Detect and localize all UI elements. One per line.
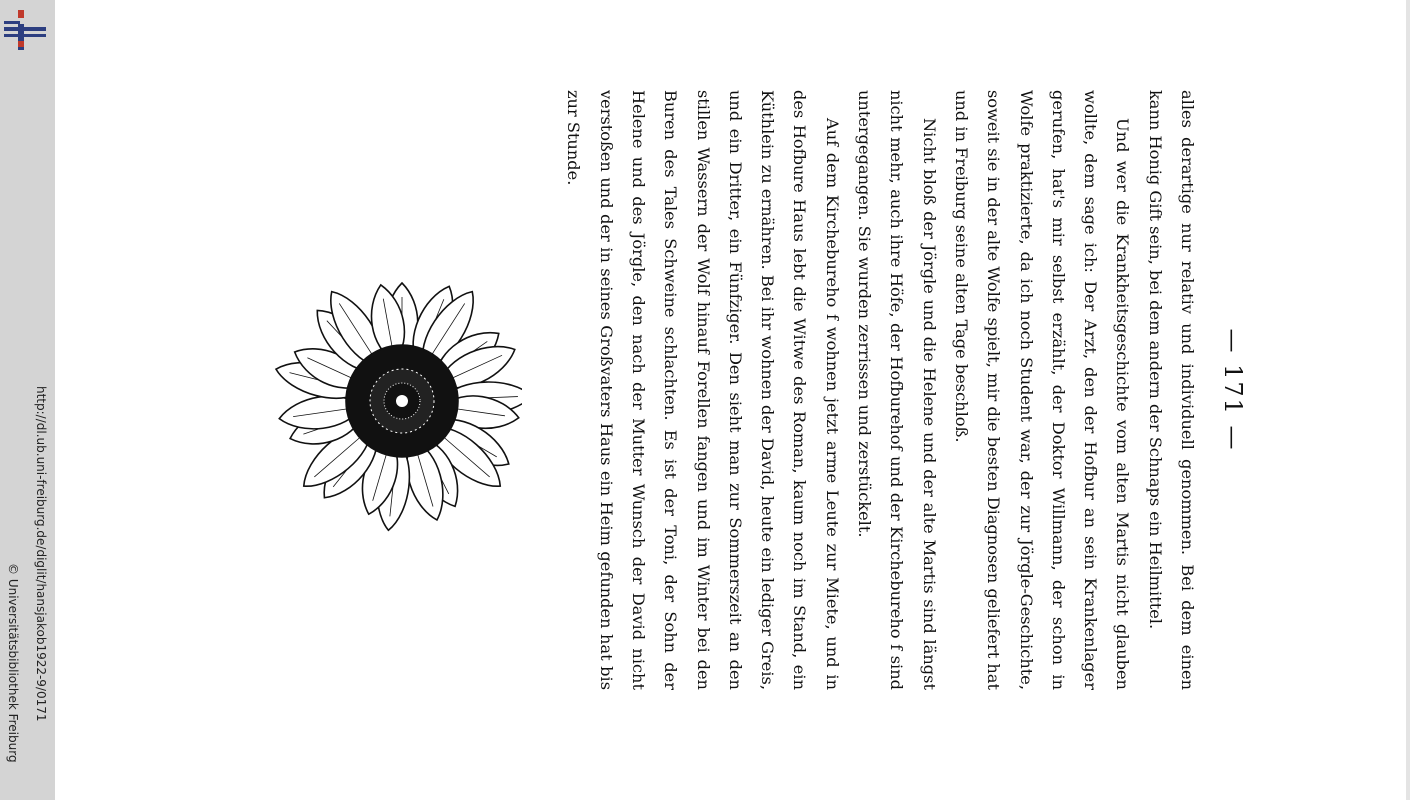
scrollbar-edge[interactable] [1406,0,1410,800]
scanned-page [560,80,1247,800]
paragraph: Nicht bloß der Jörgle und die Helene und der alte Martis sind längst nicht mehr, auch ihre Höfe, der Hofburehof und der Kirchebureho f sind untergegangen. Sie wurden zerrissen und zerstückelt. [855,90,939,690]
sidebar [0,0,55,800]
paragraph: Und wer die Krankheitsgeschichte vom alten Martis nicht glauben wollte, dem sage ich: Der Arzt, den der Hofbur an sein Krankenlager gerufen, hat's mir selbst erzählt, der Doktor Willmann, der schon in Wolfe praktizierte, da ich noch Student war, der zur Jörgle-Geschichte, soweit sie in der alte Wolfe spielt, mir die besten Diagnosen geliefert hat und in Freiburg seine alten Tage beschloß. [951,90,1133,690]
copyright-notice: © Universitätsbibliothek Freiburg [6,563,20,763]
source-url[interactable]: http://dl.ub.uni-freiburg.de/diglit/hansjakob1922-9/0171 [34,386,48,722]
rotated-page-content [545,80,1245,700]
paragraph: alles derartige nur relativ und individuell genommen. Bei dem einen kann Honig Gift sein, bei dem andern der Schnaps ein Heilmittel. [1145,90,1197,690]
paragraph: Auf dem Kirchebureho f wohnen jetzt arme Leute zur Miete, und in des Hofbure Haus lebt die Witwe des Roman, kaum noch im Stand, ein Küthlein zu ernähren. Bei ihr wohnen der David, heute ein lediger Greis, und ein Dritter, ein Fünfziger. Den sieht man zur Sommerszeit an den stillen Wassern der Wolf hinauf Forellen fangen und im Winter bei den Buren des Tales Schweine schlachten. Es ist der Toni, der Sohn der Helene und des Jörgle, den nach der Mutter Wunsch der David nicht verstoßen und der in seines Großvaters Haus ein Heim gefunden hat bis zur Stunde. [564,90,842,690]
page-number: — 171 — [1219,328,1247,452]
page-text [557,90,1203,690]
sunflower-illustration [262,270,522,532]
library-logo-icon [4,10,46,50]
